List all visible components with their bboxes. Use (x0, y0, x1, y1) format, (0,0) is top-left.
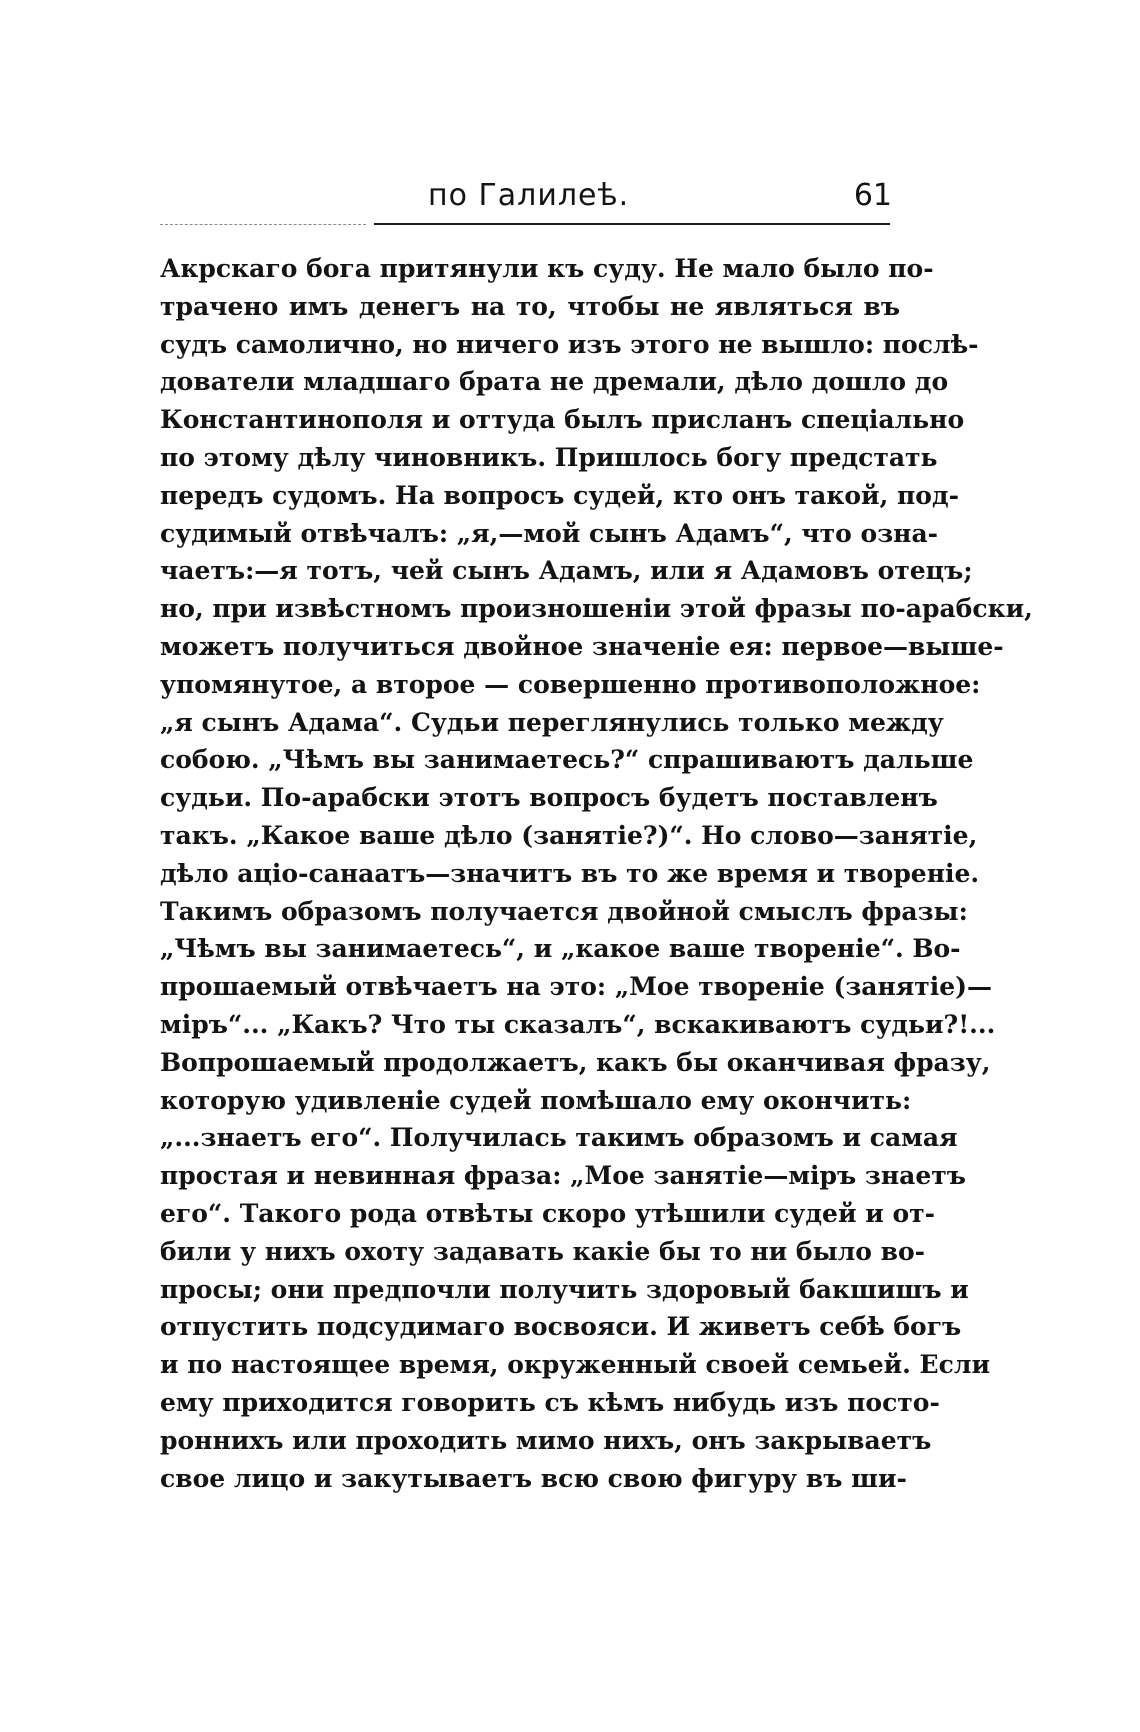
text-line: судимый отвѣчалъ: „я,—мой сынъ Адамъ“, что озна- (160, 518, 939, 548)
page-number: 61 (853, 178, 892, 213)
running-title: по Галилеѣ. (428, 178, 630, 213)
text-line: судъ самолично, но ничего изъ этого не вышло: послѣ- (160, 329, 979, 359)
text-line: можетъ получиться двойное значеніе ея: первое—выше- (160, 631, 1004, 661)
text-line: ему приходится говорить съ кѣмъ нибудь изъ посто- (160, 1387, 940, 1417)
text-line: свое лицо и закутываетъ всю свою фигуру въ ши- (160, 1463, 907, 1493)
text-line: и по настоящее время, окруженный своей семьей. Если (160, 1350, 990, 1380)
text-line: „...знаетъ его“. Получилась такимъ образомъ и самая (160, 1123, 958, 1153)
text-line: Такимъ образомъ получается двойной смыслъ фразы: (160, 896, 968, 926)
text-line: „я сынъ Адама“. Судьи переглянулись только между (160, 707, 944, 737)
text-line: но, при извѣстномъ произношеніи этой фразы по-арабски, (160, 594, 1033, 624)
text-line: по этому дѣлу чиновникъ. Пришлось богу предстать (160, 442, 938, 472)
text-line: собою. „Чѣмъ вы занимаетесь?“ спрашиваютъ дальше (160, 745, 974, 775)
text-line: Константинополя и оттуда былъ присланъ спеціально (160, 405, 965, 435)
text-line: судьи. По-арабски этотъ вопросъ будетъ поставленъ (160, 783, 938, 813)
text-line: просы; они предпочли получить здоровый бакшишъ и (160, 1274, 969, 1304)
header-rule-faint (160, 224, 366, 225)
text-line: дѣло аціо-санаатъ—значитъ въ то же время и твореніе. (160, 858, 980, 888)
text-line: дователи младшаго брата не дремали, дѣло дошло до (160, 367, 949, 397)
text-line: передъ судомъ. На вопросъ судей, кто онъ такой, под- (160, 480, 960, 510)
text-line: такъ. „Какое ваше дѣло (занятіе?)“. Но слово—занятіе, (160, 820, 978, 850)
text-line: роннихъ или проходить мимо нихъ, онъ закрываетъ (160, 1425, 932, 1455)
header-rule (374, 223, 890, 225)
text-line: Акрскаго бога притянули къ суду. Не мало было по- (160, 254, 934, 283)
text-line: трачено имъ денегъ на то, чтобы не являться въ (160, 291, 900, 321)
text-line: отпустить подсудимаго восвояси. И живетъ себѣ богъ (160, 1312, 962, 1342)
text-line: били у нихъ охоту задавать какіе бы то ни было во- (160, 1236, 926, 1266)
text-line: прошаемый отвѣчаетъ на это: „Мое твореніе (занятіе)— (160, 972, 992, 1002)
text-line: его“. Такого рода отвѣты скоро утѣшили судей и от- (160, 1198, 935, 1228)
running-head (160, 176, 892, 216)
body-text (160, 250, 1033, 1497)
text-line: міръ“... „Какъ? Что ты сказалъ“, вскакиваютъ судьи?!... (160, 1009, 996, 1039)
text-line: чаетъ:—я тотъ, чей сынъ Адамъ, или я Адамовъ отецъ; (160, 556, 973, 586)
text-line: простая и невинная фраза: „Мое занятіе—міръ знаетъ (160, 1161, 966, 1191)
text-line: которую удивленіе судей помѣшало ему окончить: (160, 1085, 912, 1115)
text-line: упомянутое, а второе — совершенно противоположное: (160, 669, 981, 699)
text-line: Вопрошаемый продолжаетъ, какъ бы оканчивая фразу, (160, 1047, 991, 1077)
text-line: „Чѣмъ вы занимаетесь“, и „какое ваше твореніе“. Во- (160, 934, 961, 964)
